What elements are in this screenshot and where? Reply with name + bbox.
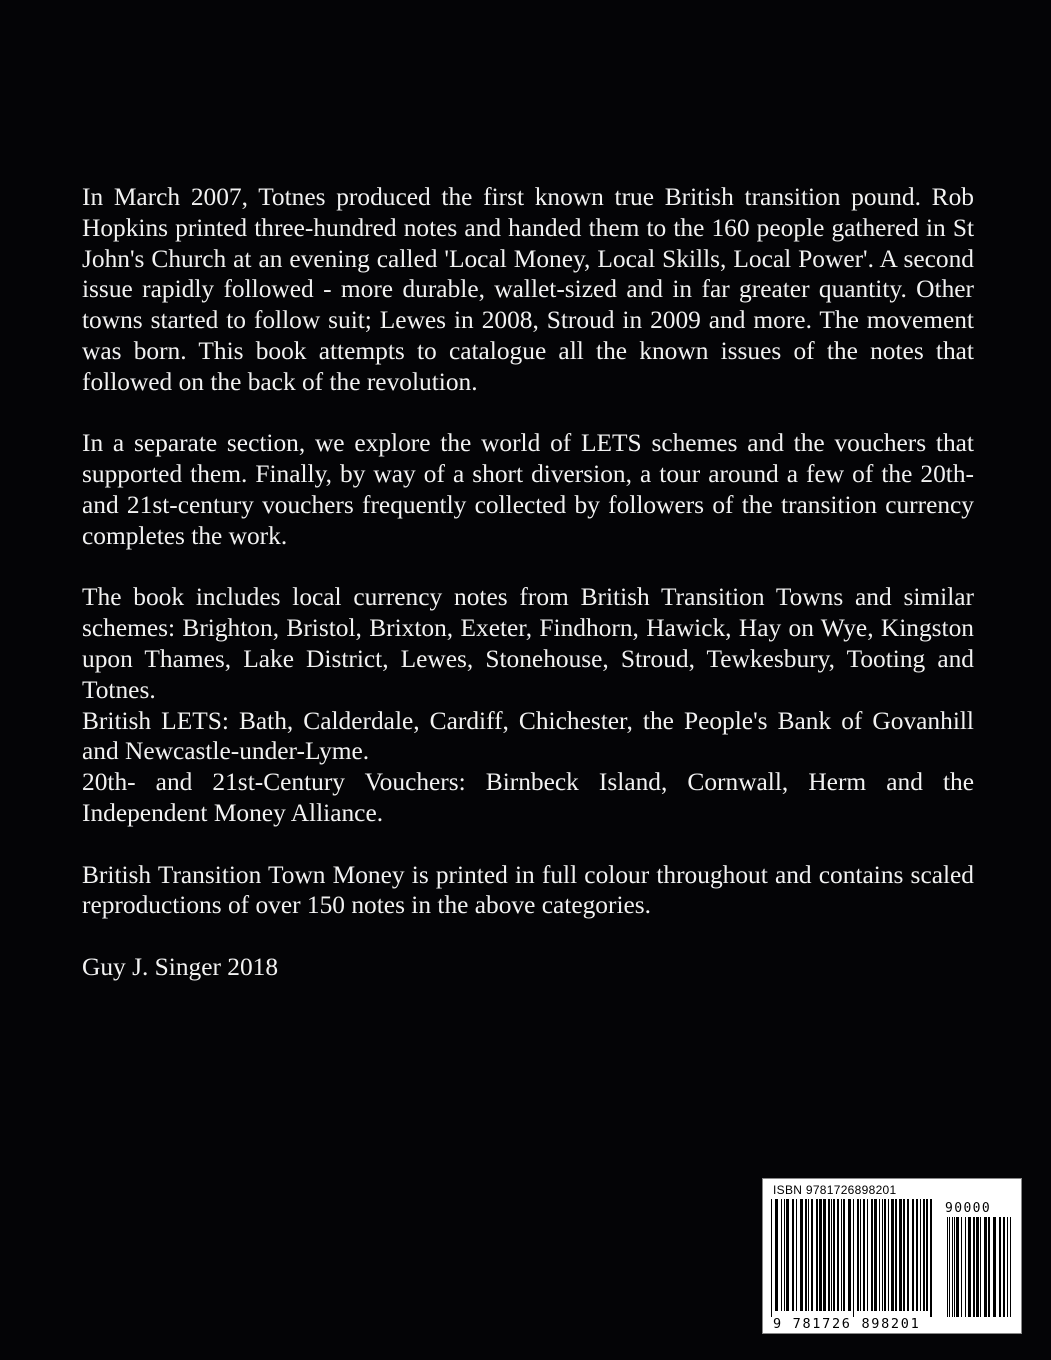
barcode-bars [771,1199,1015,1317]
isbn-barcode [762,1178,1022,1334]
blurb-paragraph-3: The book includes local currency notes from British Transition Towns and similar schemes: Brighton, Bristol, Brixton, Exeter, Findhorn, Hawick, Hay on Wye, Kingston upon Thames, Lake District, Lewes, Stonehouse, Stroud, Tewkesbury, Tooting and Totnes. [82,583,974,704]
blurb-paragraph-6: British Transition Town Money is printed in full colour throughout and contains scaled reproductions of over 150 notes in the above categories. [82,860,974,920]
blurb-paragraph-4: British LETS: Bath, Calderdale, Cardiff, Chichester, the People's Bank of Govanhill and Newcastle-under-Lyme. [82,706,974,766]
barcode-ean-digits: 9 781726 898201 [773,1316,921,1332]
isbn-label: ISBN 9781726898201 [773,1183,897,1197]
barcode-addon-digits: 90000 [945,1201,992,1216]
back-cover-blurb [82,182,974,983]
blurb-paragraph-1: In March 2007, Totnes produced the first known true British transition pound. Rob Hopkins printed three-hundred notes and handed them to the 160 people gathered in St John's Church at an evening called 'Local Money, Local Skills, Local Power'. A second issue rapidly followed - more durable, wallet-sized and in far greater quantity. Other towns started to follow suit; Lewes in 2008, Stroud in 2009 and more. The movement was born. This book attempts to catalogue all the known issues of the notes that followed on the back of the revolution. [82,183,974,396]
author-signature: Guy J. Singer 2018 [82,952,279,981]
blurb-paragraph-5: 20th- and 21st-Century Vouchers: Birnbeck Island, Cornwall, Herm and the Independent Money Alliance. [82,768,974,827]
blurb-paragraph-2: In a separate section, we explore the world of LETS schemes and the vouchers that supported them. Finally, by way of a short diversion, a tour around a few of the 20th- and 21st-century vouchers frequently collected by followers of the transition currency completes the work. [82,429,974,550]
